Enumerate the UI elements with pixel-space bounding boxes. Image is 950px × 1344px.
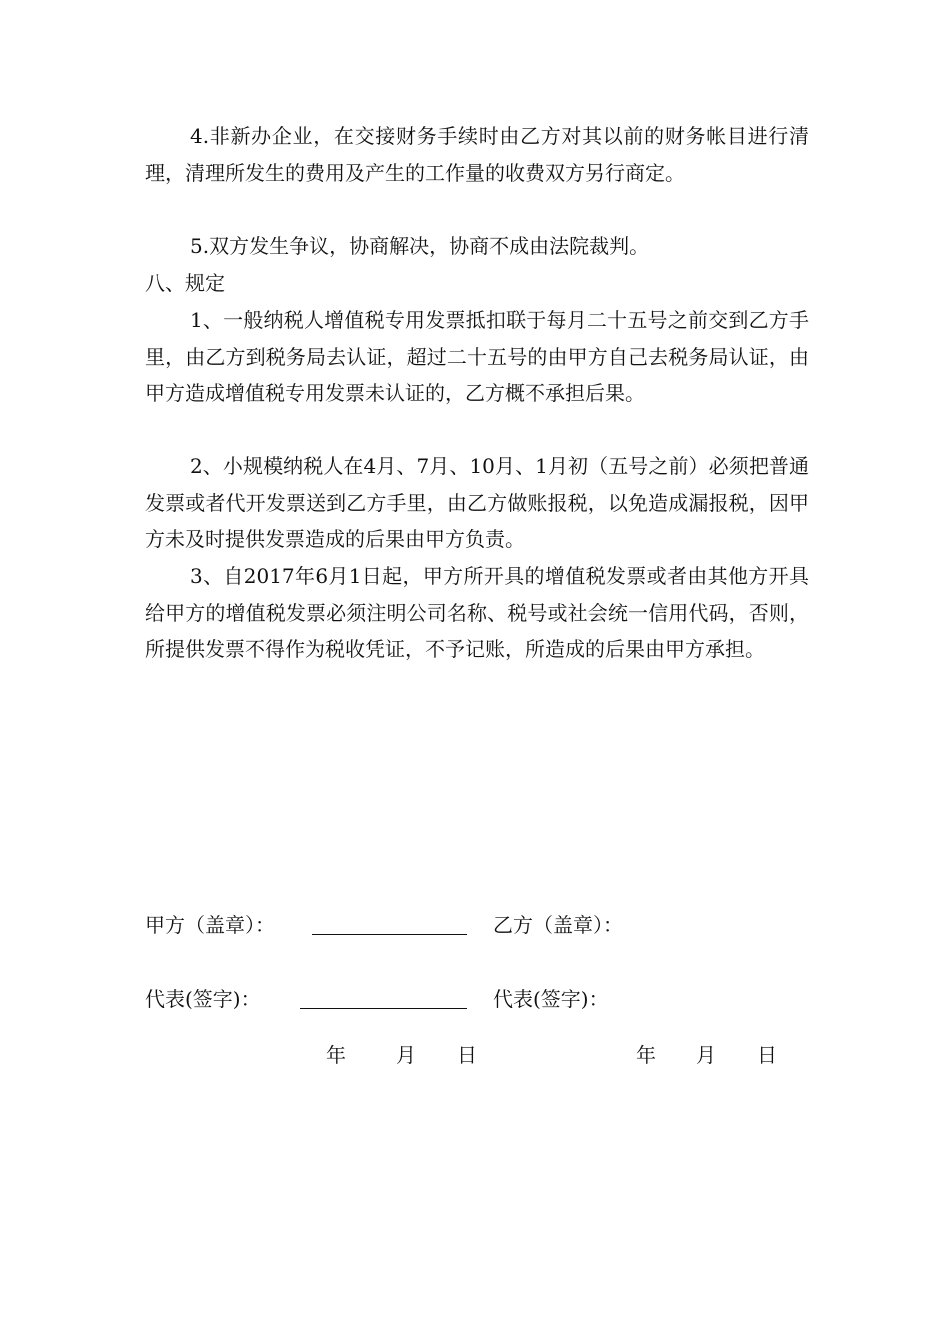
item-4: 4.非新办企业，在交接财务手续时由乙方对其以前的财务帐目进行清理，清理所发生的费用及产生的工作量的收费双方另行商定。 xyxy=(145,124,809,185)
party-b-month: 月 xyxy=(696,1043,716,1067)
party-a-day: 日 xyxy=(457,1043,477,1067)
party-a-seal-line xyxy=(312,934,467,935)
rule-1: 1、一般纳税人增值税专用发票抵扣联于每月二十五号之前交到乙方手里，由乙方到税务局去认证，超过二十五号的由甲方自己去税务局认证，由甲方造成增值税专用发票未认证的，乙方概不承担后果。 xyxy=(145,308,809,405)
party-a-year: 年 xyxy=(326,1043,346,1067)
party-b-seal-label: 乙方（盖章）： xyxy=(493,913,623,937)
party-a-month: 月 xyxy=(396,1043,416,1067)
party-b-year: 年 xyxy=(636,1043,656,1067)
rep-a-label: 代表(签字)： xyxy=(145,987,261,1011)
rep-a-signature-line xyxy=(300,1008,467,1009)
rep-b-label: 代表(签字)： xyxy=(493,987,609,1011)
party-a-seal-label: 甲方（盖章）： xyxy=(145,913,275,937)
rule-2: 2、小规模纳税人在4月、7月、10月、1月初（五号之前）必须把普通发票或者代开发票送到乙方手里，由乙方做账报税，以免造成漏报税，因甲方未及时提供发票造成的后果由甲方负责。 xyxy=(145,454,809,551)
rule-3: 3、自2017年6月1日起，甲方所开具的增值税发票或者由其他方开具给甲方的增值税发票必须注明公司名称、税号或社会统一信用代码，否则，所提供发票不得作为税收凭证，不予记账，所造成的后果由甲方承担。 xyxy=(145,564,809,661)
section-8-heading: 八、规定 xyxy=(145,271,225,295)
party-b-day: 日 xyxy=(757,1043,777,1067)
item-5: 5.双方发生争议，协商解决，协商不成由法院裁判。 xyxy=(190,234,650,258)
